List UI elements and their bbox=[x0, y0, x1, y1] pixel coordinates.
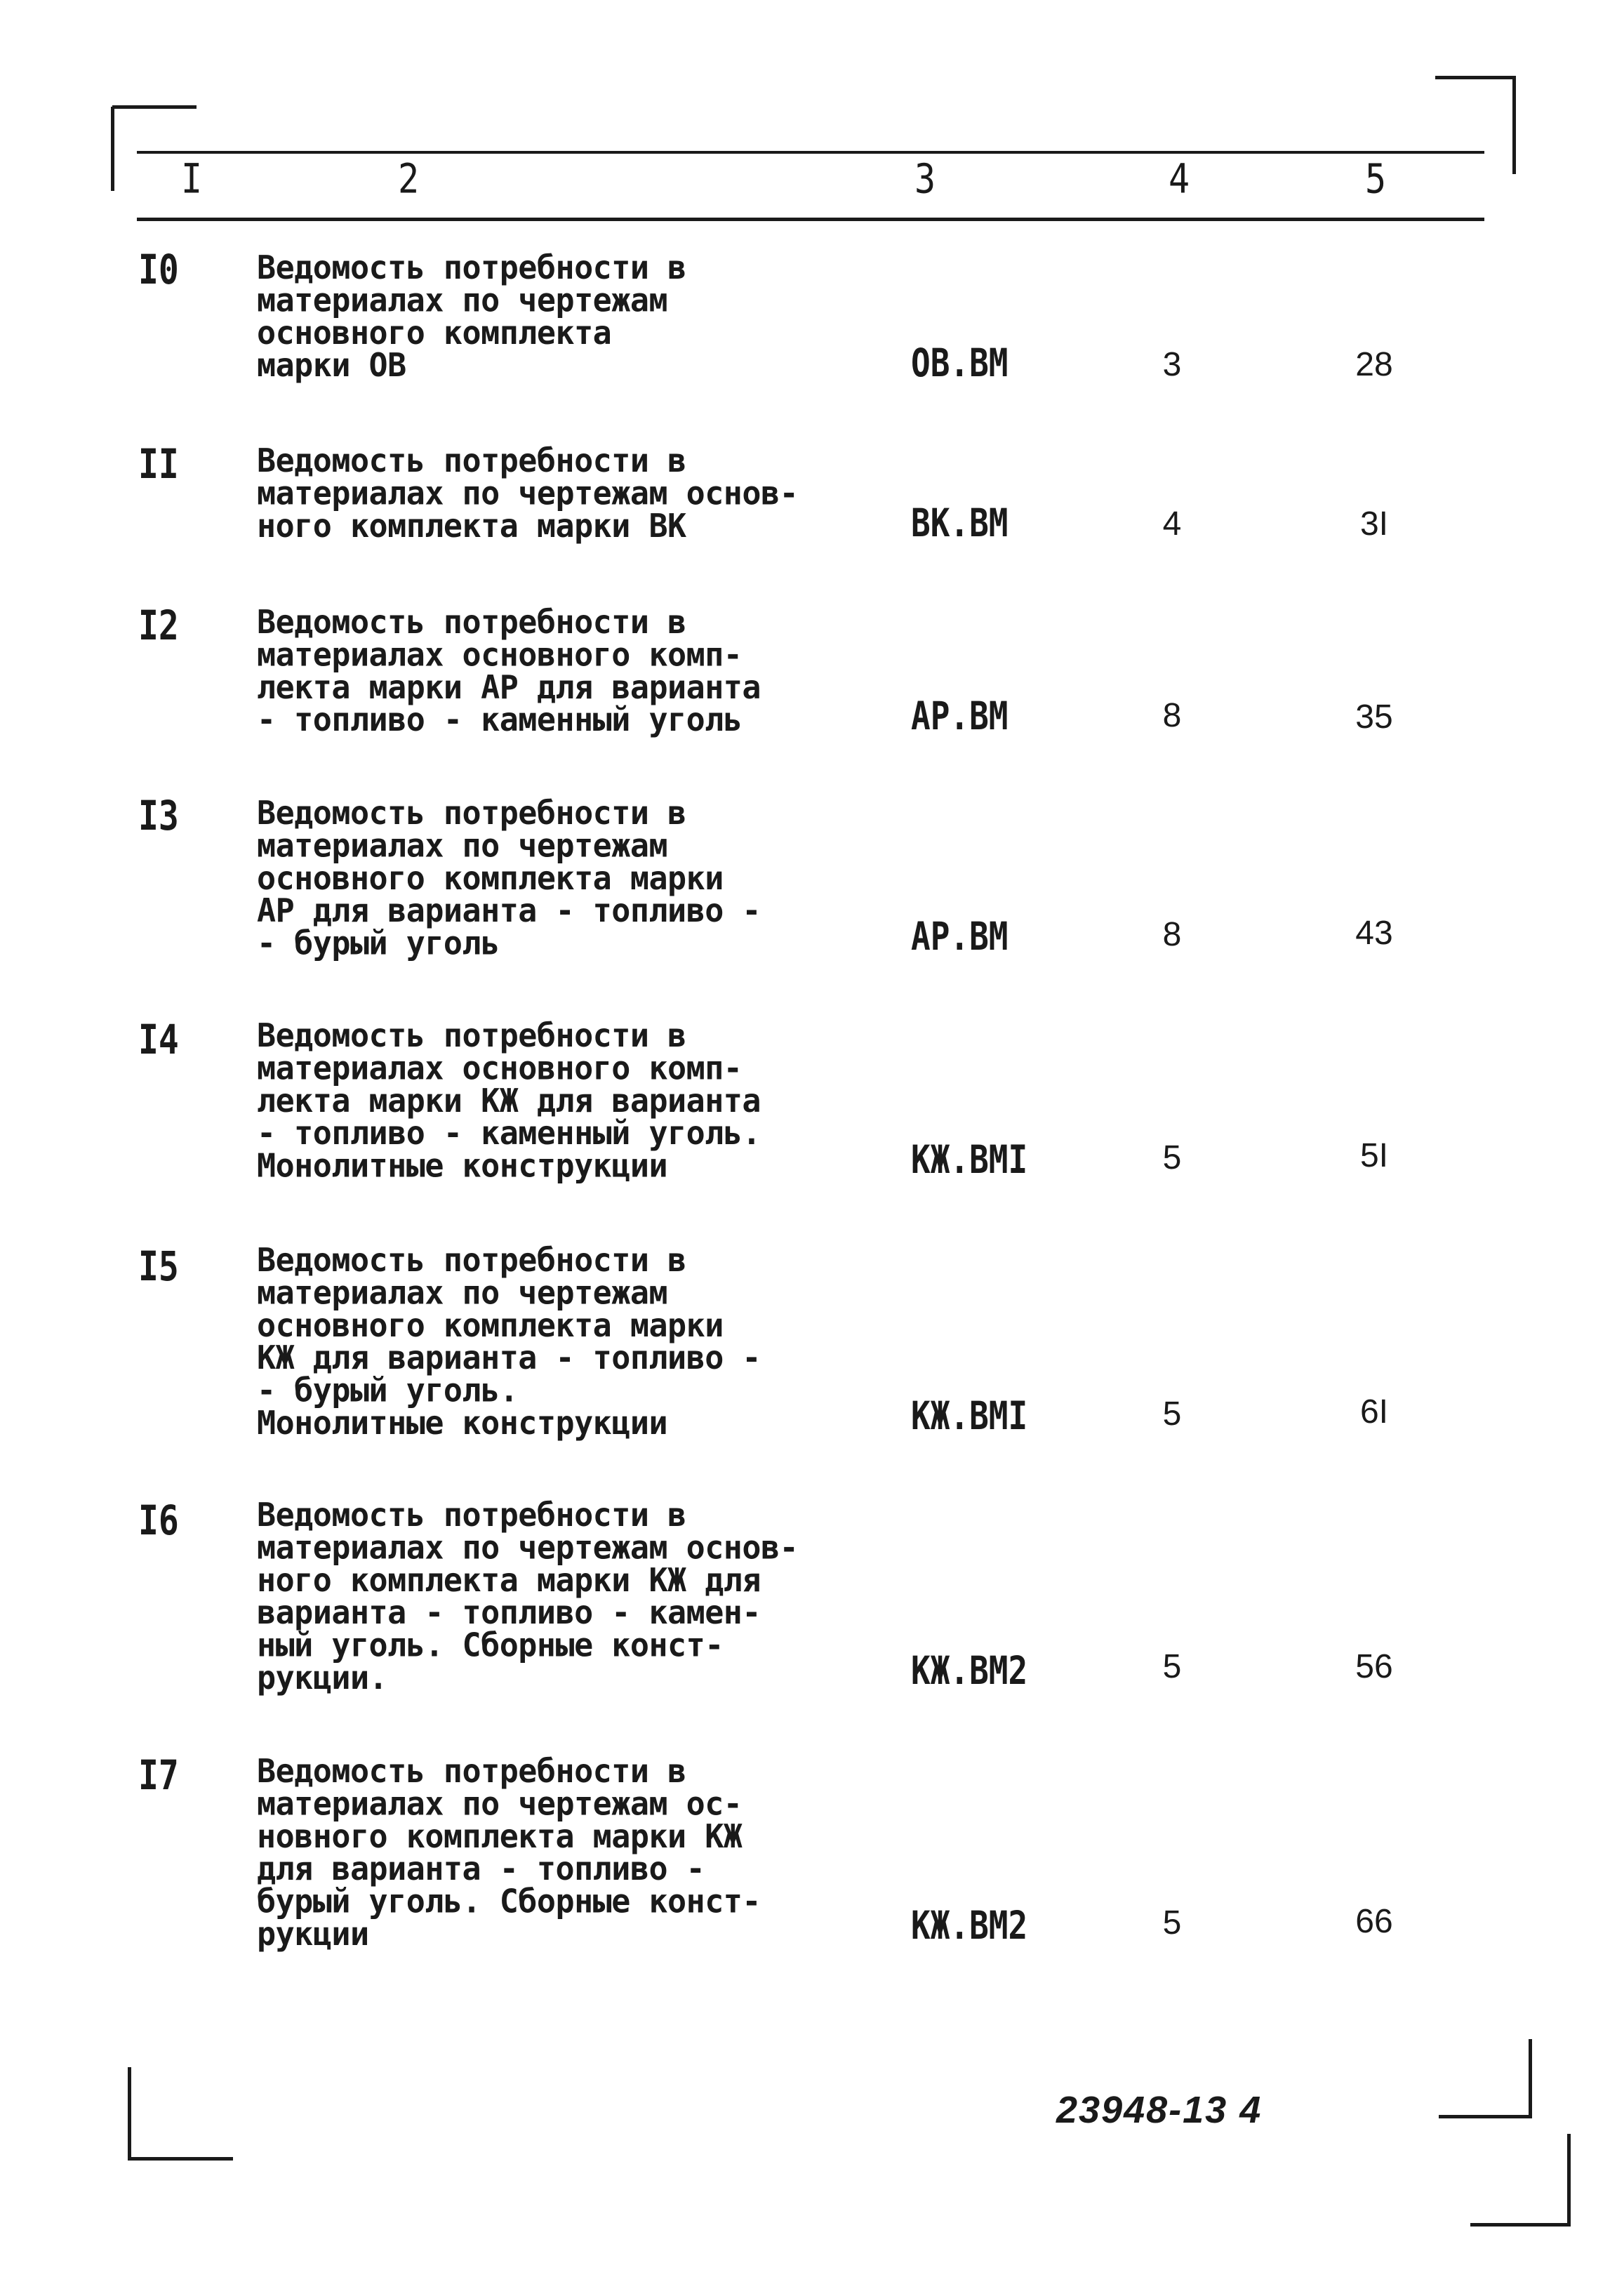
row-page-number: 56 bbox=[1355, 1648, 1393, 1685]
row-number: I4 bbox=[138, 1016, 179, 1064]
row-document-code: ВК.ВМ bbox=[911, 500, 1009, 546]
row-sheet-count: 5 bbox=[1162, 1904, 1182, 1942]
header-col-1: I bbox=[181, 155, 203, 203]
row-document-name: Ведомость потребности в материалах основного комп- лекта марки КЖ для варианта - топливо - каменный уголь. Монолитные конструкции bbox=[257, 1016, 761, 1185]
row-document-name: Ведомость потребности в материалах по чертежам основного комплекта марки ОВ bbox=[257, 248, 686, 385]
row-document-code: АР.ВМ bbox=[911, 693, 1009, 739]
corner-mark-bottom-right-a-h bbox=[1439, 2115, 1532, 2118]
row-sheet-count: 8 bbox=[1162, 916, 1182, 953]
row-document-code: КЖ.ВМI bbox=[911, 1136, 1028, 1183]
row-sheet-count: 5 bbox=[1162, 1395, 1182, 1433]
row-document-name: Ведомость потребности в материалах по чертежам основ- ного комплекта марки ВК bbox=[257, 441, 799, 545]
row-number: I0 bbox=[138, 246, 179, 294]
row-document-code: АР.ВМ bbox=[911, 913, 1009, 960]
row-sheet-count: 3 bbox=[1162, 346, 1182, 383]
row-document-code: КЖ.ВМI bbox=[911, 1393, 1028, 1439]
row-document-name: Ведомость потребности в материалах по чертежам основного комплекта марки КЖ для варианта - топливо - - бурый уголь. Монолитные конструкции bbox=[257, 1240, 761, 1442]
row-number: I6 bbox=[138, 1497, 179, 1545]
row-document-name: Ведомость потребности в материалах по чертежам основного комплекта марки АР для варианта - топливо - - бурый уголь bbox=[257, 793, 761, 962]
row-document-code: КЖ.ВМ2 bbox=[911, 1647, 1028, 1694]
row-page-number: 28 bbox=[1355, 346, 1393, 383]
row-document-code: ОВ.ВМ bbox=[911, 340, 1009, 386]
corner-mark-top-left-h bbox=[112, 105, 197, 109]
header-top-rule bbox=[137, 151, 1484, 154]
row-number: I5 bbox=[138, 1243, 179, 1291]
corner-mark-bottom-left-h bbox=[128, 2157, 233, 2161]
header-col-4: 4 bbox=[1169, 155, 1190, 203]
row-page-number: 66 bbox=[1355, 1903, 1393, 1940]
corner-mark-bottom-left-v bbox=[128, 2067, 131, 2158]
row-number: I7 bbox=[138, 1752, 179, 1800]
corner-mark-bottom-right-a-v bbox=[1529, 2039, 1532, 2116]
row-sheet-count: 5 bbox=[1162, 1648, 1182, 1685]
row-page-number: 6I bbox=[1359, 1393, 1389, 1431]
header-col-5: 5 bbox=[1365, 155, 1387, 203]
header-bottom-rule bbox=[137, 218, 1484, 221]
row-document-code: КЖ.ВМ2 bbox=[911, 1902, 1028, 1949]
corner-mark-top-right-h bbox=[1435, 76, 1516, 79]
row-sheet-count: 4 bbox=[1162, 505, 1182, 543]
corner-mark-top-right-v bbox=[1512, 76, 1516, 174]
row-number: I2 bbox=[138, 602, 179, 650]
row-number: I3 bbox=[138, 792, 179, 840]
row-document-name: Ведомость потребности в материалах по чертежам основ- ного комплекта марки КЖ для варианта - топливо - камен- ный уголь. Сборные конст- рукции. bbox=[257, 1495, 799, 1697]
corner-mark-top-left-v bbox=[111, 107, 114, 191]
row-page-number: 5I bbox=[1359, 1137, 1389, 1174]
row-sheet-count: 5 bbox=[1162, 1139, 1182, 1176]
row-sheet-count: 8 bbox=[1162, 697, 1182, 734]
document-number: 23948-13 4 bbox=[1056, 2089, 1263, 2131]
header-col-3: 3 bbox=[914, 155, 936, 203]
row-document-name: Ведомость потребности в материалах основного комп- лекта марки АР для варианта - топливо - каменный уголь bbox=[257, 602, 761, 739]
row-number: II bbox=[138, 441, 179, 489]
corner-mark-bottom-right-b-h bbox=[1470, 2223, 1571, 2227]
row-page-number: 43 bbox=[1355, 915, 1393, 952]
row-document-name: Ведомость потребности в материалах по чертежам ос- новного комплекта марки КЖ для варианта - топливо - бурый уголь. Сборные конст- рукции bbox=[257, 1751, 761, 1953]
row-page-number: 3I bbox=[1359, 505, 1389, 543]
row-page-number: 35 bbox=[1355, 698, 1393, 736]
header-col-2: 2 bbox=[398, 155, 420, 203]
corner-mark-bottom-right-b-v bbox=[1567, 2134, 1571, 2225]
